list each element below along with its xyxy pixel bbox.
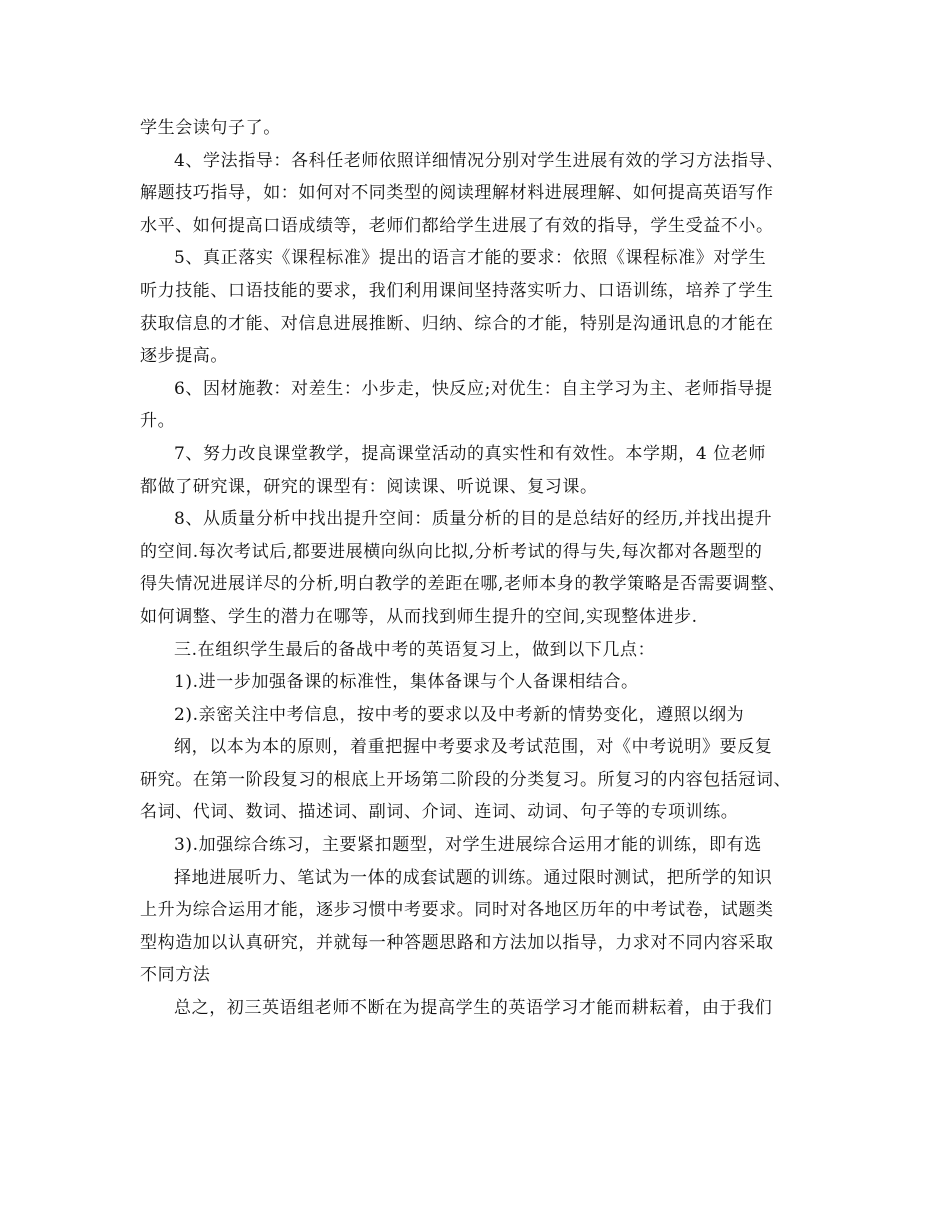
body-line: 的空间.每次考试后,都要进展横向纵向比拟,分析考试的得与失,每次都对各题型的 [140, 541, 763, 562]
body-line: 总之，初三英语组老师不断在为提高学生的英语学习才能而耕耘着，由于我们 [174, 998, 773, 1019]
body-line: 名词、代词、数词、描述词、副词、介词、连词、动词、句子等的专项训练。 [140, 802, 739, 823]
body-line: 如何调整、学生的潜力在哪等，从而找到师生提升的空间,实现整体进步. [140, 606, 698, 627]
body-line: 解题技巧指导，如：如何对不同类型的阅读理解材料进展理解、如何提高英语写作 [140, 183, 774, 204]
body-line: 型构造加以认真研究，并就每一种答题思路和方法加以指导，力求对不同内容采取 [140, 932, 774, 953]
body-line: 7、努力改良课堂教学，提高课堂活动的真实性和有效性。本学期，4 位老师 [174, 443, 767, 464]
body-line: 得失情况进展详尽的分析,明白教学的差距在哪,老师本身的教学策略是否需要调整、 [140, 574, 786, 595]
body-line: 听力技能、口语技能的要求，我们利用课间坚持落实听力、口语训练，培养了学生 [140, 280, 774, 301]
body-line: 8、从质量分析中找出提升空间：质量分析的目的是总结好的经历,并找出提升 [174, 509, 773, 530]
body-line: 2).亲密关注中考信息，按中考的要求以及中考新的情势变化，遵照以纲为 [174, 704, 745, 725]
body-line: 都做了研究课，研究的课型有：阅读课、听说课、复习课。 [140, 476, 598, 497]
body-line: 上升为综合运用才能，逐步习惯中考要求。同时对各地区历年的中考试卷，试题类 [140, 900, 774, 921]
section-heading: 三.在组织学生最后的备战中考的英语复习上，做到以下几点： [174, 639, 656, 660]
body-line: 逐步提高。 [140, 346, 228, 367]
body-line: 1).进一步加强备课的标准性，集体备课与个人备课相结合。 [174, 672, 639, 693]
document-body [140, 112, 820, 1025]
body-line: 不同方法 [140, 965, 211, 986]
body-line: 5、真正落实《课程标准》提出的语言才能的要求：依照《课程标准》对学生 [174, 248, 767, 269]
body-line: 择地进展听力、笔试为一体的成套试题的训练。通过限时测试，把所学的知识 [174, 867, 773, 888]
body-line: 3).加强综合练习，主要紧扣题型，对学生进展综合运用才能的训练，即有选 [174, 835, 762, 856]
body-line: 水平、如何提高口语成绩等，老师们都给学生进展了有效的指导，学生受益不小。 [140, 215, 774, 236]
body-line: 获取信息的才能、对信息进展推断、归纳、综合的才能，特别是沟通讯息的才能在 [140, 313, 774, 334]
body-line: 研究。在第一阶段复习的根底上开场第二阶段的分类复习。所复习的内容包括冠词、 [140, 769, 792, 790]
body-line: 4、学法指导：各科任老师依照详细情况分别对学生进展有效的学习方法指导、 [174, 150, 784, 171]
body-line: 学生会读句子了。 [140, 118, 281, 138]
body-line: 纲，以本为本的原则，着重把握中考要求及考试范围，对《中考说明》要反复 [174, 737, 773, 758]
body-line: 升。 [140, 411, 176, 432]
body-line: 6、因材施教：对差生：小步走，快反应;对优生：自主学习为主、老师指导提 [174, 378, 773, 399]
